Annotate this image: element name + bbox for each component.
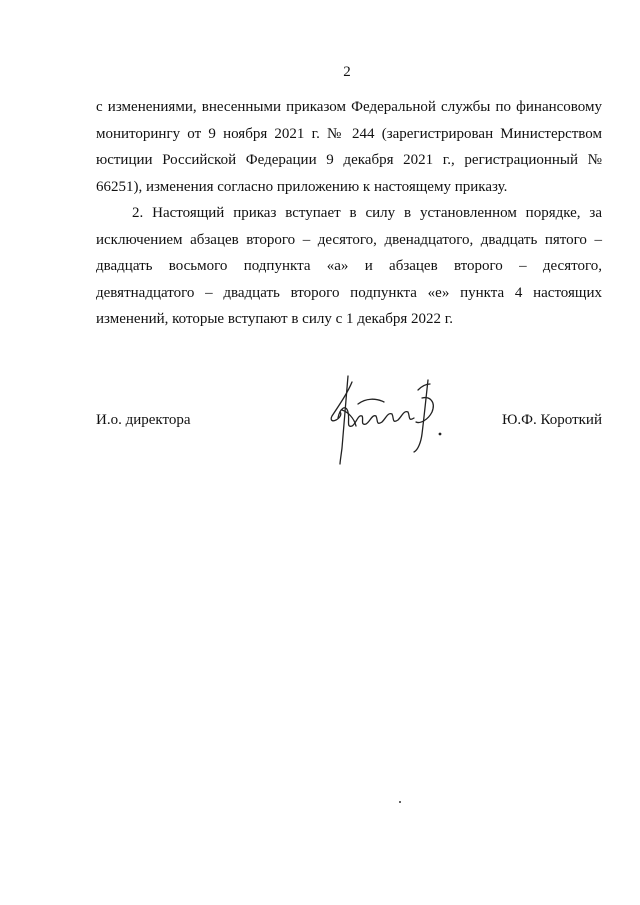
signatory-name: Ю.Ф. Короткий xyxy=(502,412,602,428)
handwritten-signature xyxy=(318,368,458,468)
body-paragraph-1: с изменениями, внесенными приказом Федеральной службы по финансовому мониторингу от 9 ноября 2021 г. № 244 (зарегистрирован Министерством юстиции Российской Федерации 9 декабря 2021 г., регистрационный № 66251), изменения согласно приложению к настоящему приказу. xyxy=(96,99,602,195)
body-paragraph-2: 2. Настоящий приказ вступает в силу в установленном порядке, за исключением абзацев второго – десятого, двенадцатого, двадцать пятого – двадцать восьмого подпункта «а» и абзацев второго – десятого, девятнадцатого – двадцать второго подпункта «е» пункта 4 настоящих изменений, которые вступают в силу с 1 декабря 2022 г. xyxy=(96,205,602,327)
page-number: 2 xyxy=(343,64,351,80)
scan-speck xyxy=(399,801,401,803)
position-title: И.о. директора xyxy=(96,412,191,428)
